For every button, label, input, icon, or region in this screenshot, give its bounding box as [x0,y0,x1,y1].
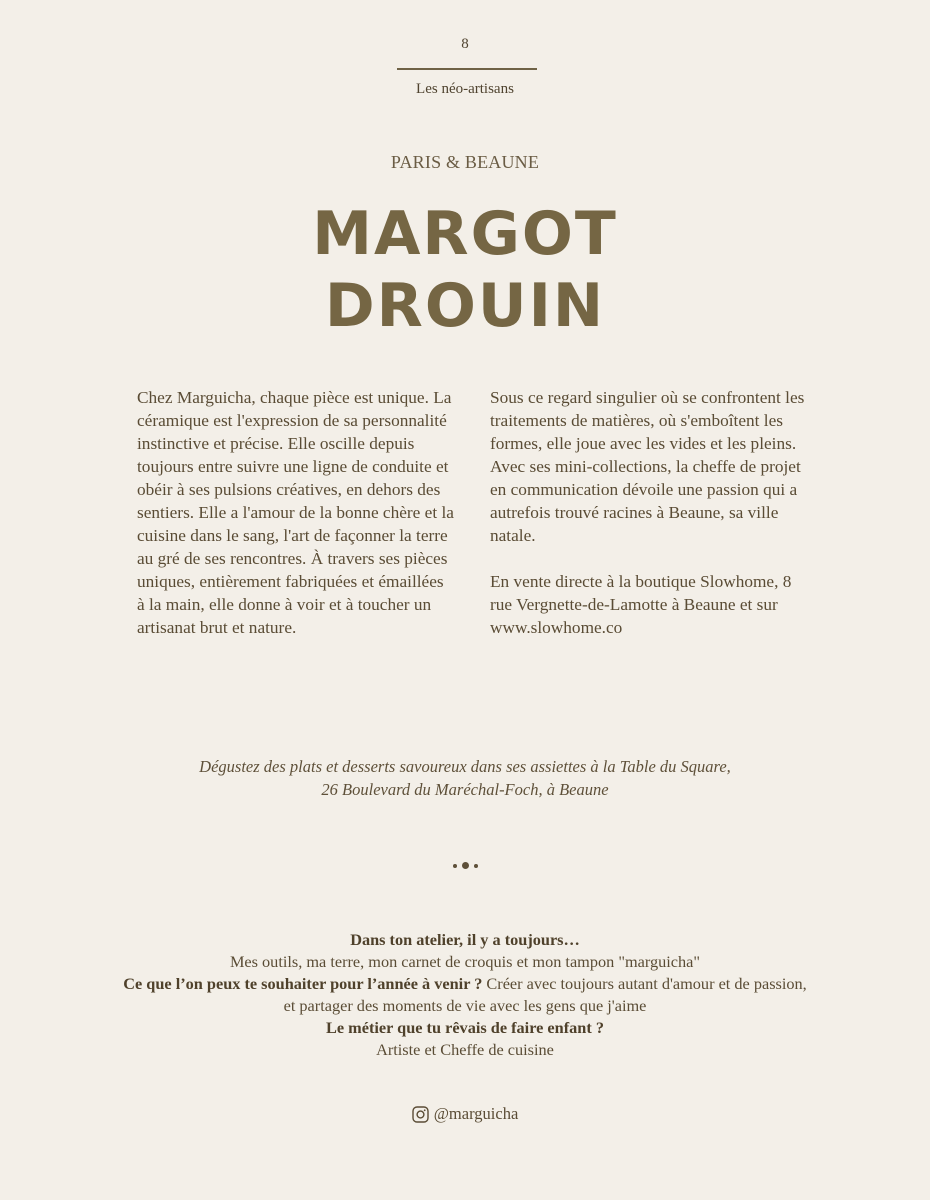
header-rule [397,68,537,70]
answer-2: Créer avec toujours autant d'amour et de passion, et partager des moments de vie avec les gens que j'aime [283,974,807,1015]
question-1: Dans ton atelier, il y a toujours… [350,930,580,949]
instagram-icon [412,1106,429,1123]
qa-2 [120,973,810,1017]
page-number: 8 [461,36,469,52]
artist-name-line1: MARGOT [312,199,618,269]
right-column [490,386,810,639]
ornament-dot [462,862,469,869]
ornament-divider [0,862,930,869]
interview-section [120,929,810,1061]
right-column-paragraph-2: En vente directe à la boutique Slowhome, 8 rue Vergnette-de-Lamotte à Beaune et sur www.slowhome.co [490,572,792,637]
ornament-dot [474,864,478,868]
left-column-paragraph: Chez Marguicha, chaque pièce est unique. La céramique est l'expression de sa personnalité instinctive et précise. Elle oscille depuis toujours entre suivre une ligne de conduite et obéir à ses pulsions créatives, en dehors des sentiers. Elle a l'amour de la bonne chère et la cuisine dans le sang, l'art de façonner la terre au gré de ses rencontres. À travers ses pièces uniques, entièrement fabriquées et émaillées à la main, elle donne à voir et à toucher un artisanat brut et nature. [137,388,454,637]
right-column-paragraph-1: Sous ce regard singulier où se confrontent les traitements de matières, où s'emboîtent les formes, elle joue avec les vides et les pleins. Avec ses mini-collections, la cheffe de projet en communication dévoile une passion qui a autrefois trouvé racines à Beaune, sa ville natale. [490,388,805,545]
restaurant-note-line2: 26 Boulevard du Maréchal-Foch, à Beaune [321,780,609,799]
answer-1: Mes outils, ma terre, mon carnet de croquis et mon tampon "marguicha" [229,952,701,971]
ornament-dot [453,864,457,868]
left-column [137,386,455,639]
location-heading: PARIS & BEAUNE [390,152,540,172]
social-handle [0,1104,930,1124]
instagram-handle[interactable]: @marguicha [433,1104,519,1123]
restaurant-note [0,755,930,801]
running-title: Les néo-artisans [416,81,514,97]
answer-3: Artiste et Cheffe de cuisine [376,1040,554,1059]
artist-name-line2: DROUIN [324,271,606,341]
artist-name [0,198,930,342]
restaurant-note-line1: Dégustez des plats et desserts savoureux dans ses assiettes à la Table du Square, [199,757,731,776]
question-2: Ce que l’on peux te souhaiter pour l’année à venir ? [123,974,483,993]
question-3: Le métier que tu rêvais de faire enfant ? [326,1018,604,1037]
